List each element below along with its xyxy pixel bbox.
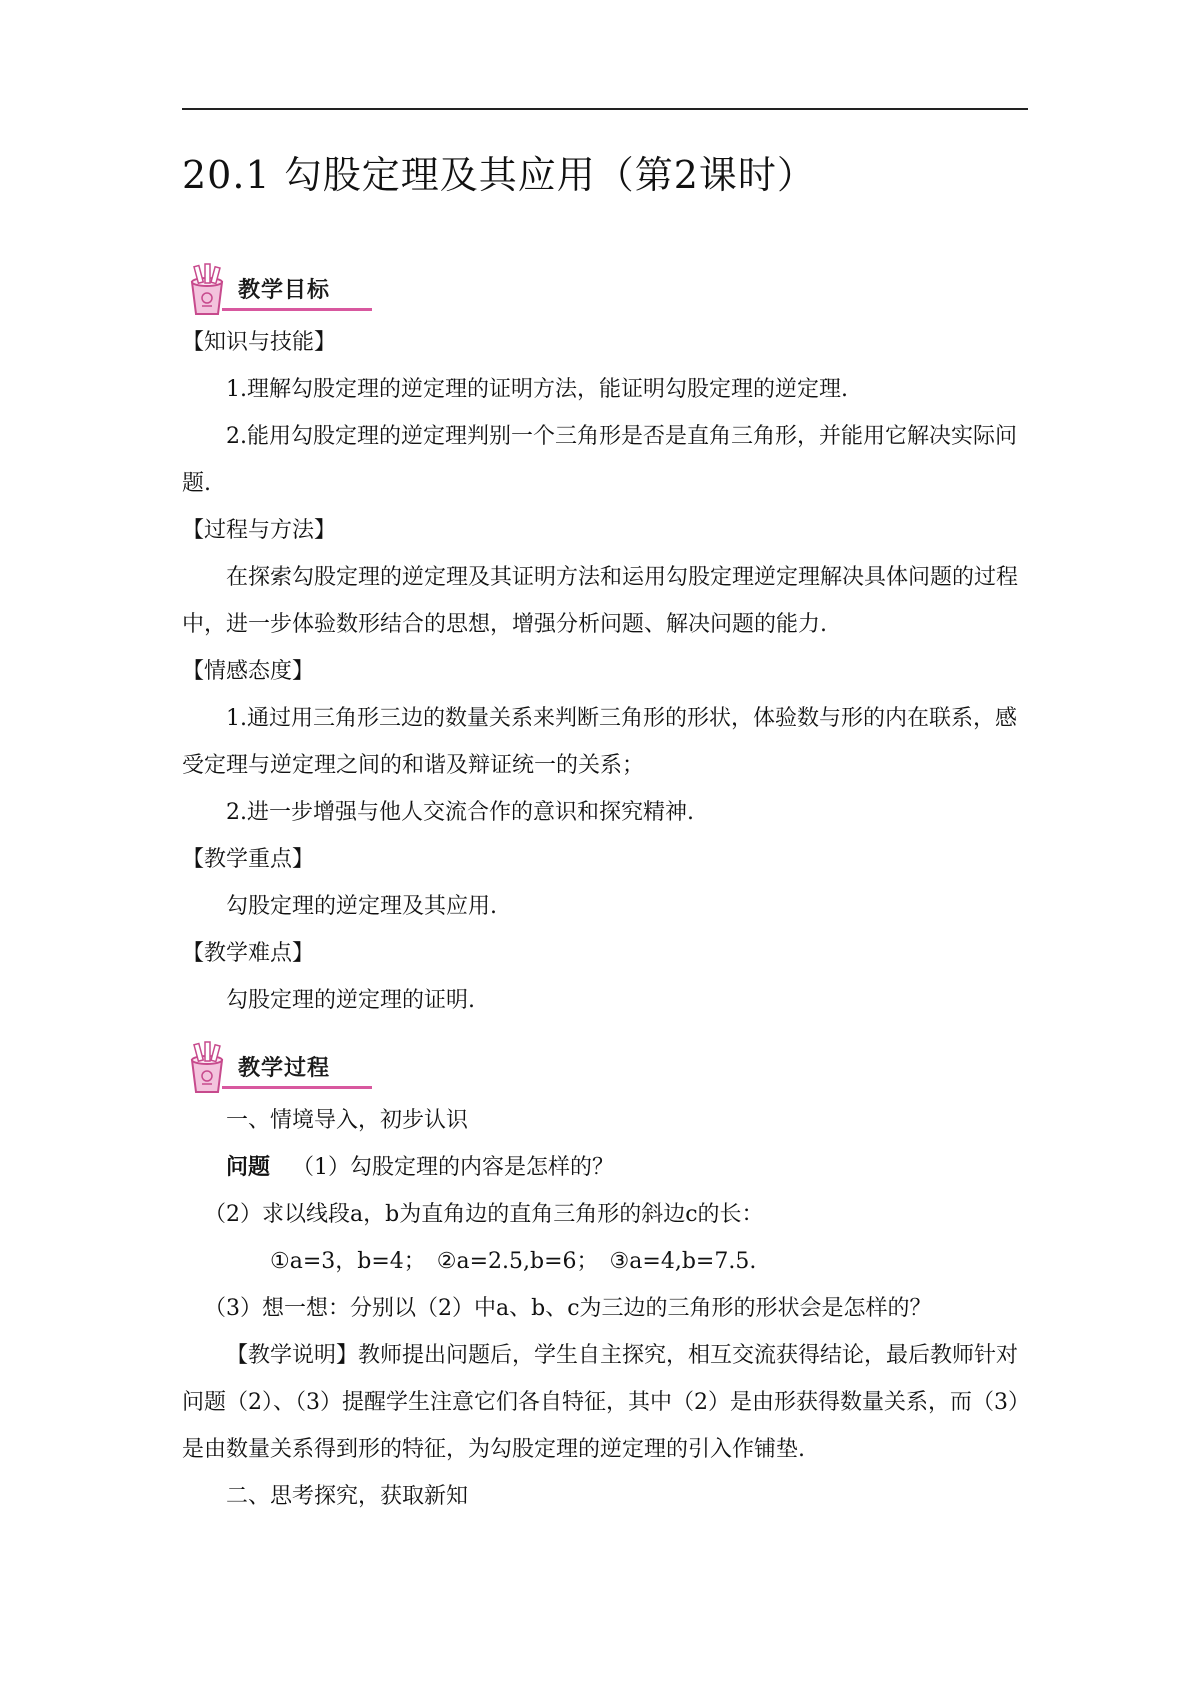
key-points-text: 勾股定理的逆定理及其应用. [226, 894, 497, 919]
section-label-process: 教学过程 [238, 1056, 331, 1081]
question-2: （2）求以线段a，b为直角边的直角三角形的斜边c的长： [204, 1202, 764, 1227]
knowledge-item-1: 1.理解勾股定理的逆定理的证明方法，能证明勾股定理的逆定理. [226, 377, 848, 402]
section-label-objectives: 教学目标 [238, 278, 331, 303]
question-3: （3）想一想：分别以（2）中a、b、c为三边的三角形的形状会是怎样的？ [204, 1296, 932, 1321]
teaching-note-head: 【教学说明】 [226, 1343, 359, 1368]
objectives-content [182, 319, 1028, 1024]
question-label: 问题 [226, 1154, 271, 1180]
teaching-note [182, 1332, 1028, 1473]
section-underline [222, 308, 372, 311]
heading-knowledge-skills: 【知识与技能】 [182, 330, 337, 355]
part2-title: 二、思考探究，获取新知 [226, 1484, 469, 1509]
question-2-items: ①a=3，b=4； ②a=2.5,b=6； ③a=4,b=7.5. [270, 1249, 757, 1274]
process-content [182, 1097, 1028, 1520]
section-underline [222, 1086, 372, 1089]
part1-title: 一、情境导入，初步认识 [226, 1108, 469, 1133]
heading-difficulties: 【教学难点】 [182, 941, 315, 966]
heading-key-points: 【教学重点】 [182, 847, 315, 872]
attitude-item-1: 1.通过用三角形三边的数量关系来判断三角形的形状，体验数与形的内在联系，感受定理与逆定理之间的和谐及辩证统一的关系； [182, 706, 1017, 778]
section-header-objectives [182, 262, 372, 318]
section-header-process [182, 1040, 372, 1096]
teaching-note-body: 教师提出问题后，学生自主探究，相互交流获得结论，最后教师针对问题（2）、（3）提醒学生注意它们各自特征，其中（2）是由形获得数量关系，而（3）是由数量关系得到形的特征，为勾股定理的逆定理的引入作铺垫. [182, 1343, 1019, 1462]
question-1: （1）勾股定理的内容是怎样的？ [292, 1155, 615, 1180]
heading-process-method: 【过程与方法】 [182, 518, 337, 543]
attitude-item-2: 2.进一步增强与他人交流合作的意识和探究精神. [226, 800, 694, 825]
process-method-text: 在探索勾股定理的逆定理及其证明方法和运用勾股定理逆定理解决具体问题的过程中，进一步体验数形结合的思想，增强分析问题、解决问题的能力. [182, 565, 1019, 637]
question-line-1 [182, 1144, 1028, 1191]
page-title: 20.1 勾股定理及其应用（第2课时） [182, 153, 816, 197]
heading-attitude: 【情感态度】 [182, 659, 315, 684]
knowledge-item-2: 2.能用勾股定理的逆定理判别一个三角形是否是直角三角形，并能用它解决实际问题. [182, 424, 1017, 496]
difficulties-text: 勾股定理的逆定理的证明. [226, 988, 475, 1013]
header-rule [182, 108, 1028, 110]
